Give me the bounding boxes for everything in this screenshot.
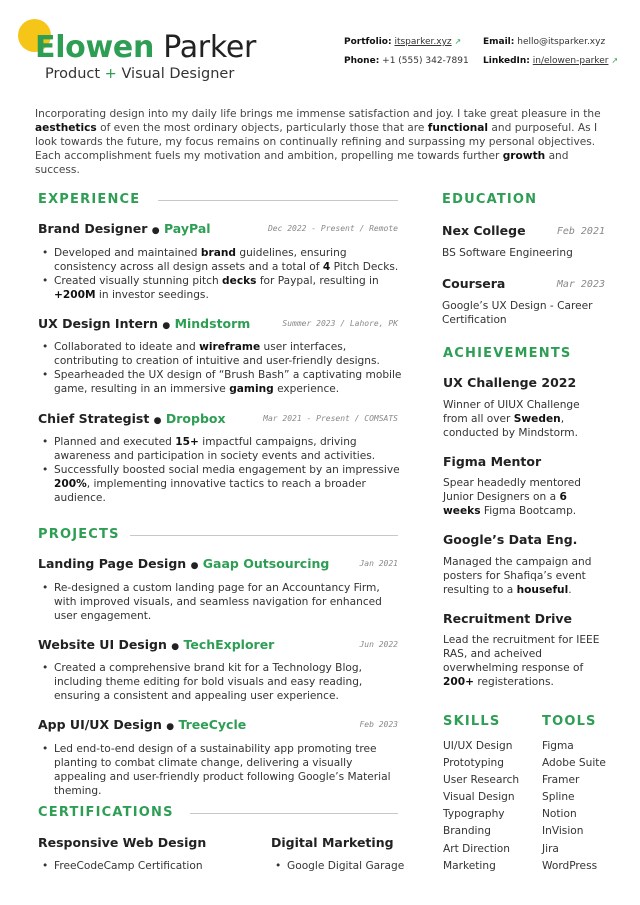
achievement-desc: Lead the recruitment for IEEE RAS, and acheived overwhelming response of 200+ registerations. (443, 634, 600, 688)
list-item: • Developed and maintained brand guidelines, ensuring consistency across all design assets and a total of 4 Pitch Decks. (54, 246, 404, 274)
contact-email (483, 37, 605, 47)
list-item: Art Direction (443, 842, 510, 855)
list-item: • Re-designed a custom landing page for an Accountancy Firm, with improved visuals, and seamless navigation for enhanced user engagement. (54, 581, 404, 623)
role-part-a: Product (45, 66, 101, 82)
list-item: InVision (542, 825, 584, 838)
list-item: • Led end-to-end design of a sustainability app promoting tree planting to combat climate change, delivering a visually appealing and user-friendly product following Google’s Material theming. (54, 742, 404, 798)
project-bullets (54, 581, 404, 623)
list-item: UI/UX Design (443, 740, 513, 752)
list-item: Marketing (443, 859, 496, 872)
section-divider (158, 200, 398, 201)
edu-school: Coursera (442, 276, 506, 291)
education-heading: EDUCATION (442, 192, 538, 207)
contact-linkedin (483, 56, 618, 66)
certifications-heading: CERTIFICATIONS (38, 805, 174, 820)
list-item: Framer (542, 774, 580, 787)
external-link-icon: ↗ (454, 37, 462, 46)
linkedin-link[interactable]: in/elowen-parker (532, 56, 609, 66)
edu-date: Feb 2021 (556, 226, 605, 237)
email-value[interactable]: hello@itsparker.xyz (517, 37, 606, 47)
list-item: Jira (542, 842, 559, 855)
skills-list (443, 738, 519, 875)
list-item: • Planned and executed 15+ impactful campaigns, driving awareness and participation in society events and activities. (54, 435, 404, 463)
tools-heading: TOOLS (542, 714, 597, 729)
list-item: Spline (542, 791, 575, 804)
project-entry-header: App UI/UX Design ● TreeCycle Feb 2023 (38, 717, 398, 732)
contact-portfolio (344, 37, 461, 47)
experience-bullets (54, 435, 404, 505)
list-item: Branding (443, 825, 491, 838)
edu-date: Mar 2023 (556, 279, 605, 290)
list-item: User Research (443, 774, 520, 787)
project-bullets (54, 742, 404, 798)
project-entry-header: Landing Page Design ● Gaap Outsourcing Jan 2021 (38, 556, 398, 571)
edu-school: Nex College (442, 223, 526, 238)
experience-heading: EXPERIENCE (38, 192, 141, 207)
portfolio-label: Portfolio: (344, 37, 392, 47)
edu-degree: Google’s UX Design - Career Certification (442, 300, 593, 326)
portfolio-link[interactable]: itsparker.xyz (394, 37, 452, 47)
entry-date: Jan 2021 (359, 559, 398, 568)
achievement-title: UX Challenge 2022 (443, 375, 577, 390)
email-label: Email: (483, 37, 515, 47)
achievements-heading: ACHIEVEMENTS (443, 346, 572, 361)
entry-date: Mar 2021 - Present / COMSATS (263, 414, 398, 423)
experience-bullets (54, 246, 404, 302)
list-item: Visual Design (443, 791, 515, 804)
contact-phone (344, 56, 469, 66)
entry-date: Feb 2023 (359, 720, 398, 729)
edu-degree: BS Software Engineering (442, 247, 573, 259)
achievement-title: Recruitment Drive (443, 611, 573, 626)
list-item: • Successfully boosted social media engagement by an impressive 200%, implementing innovative tactics to reach a broader audience. (54, 463, 404, 505)
first-name: Elowen (35, 30, 155, 65)
skills-heading: SKILLS (443, 714, 501, 729)
entry-date: Summer 2023 / Lahore, PK (282, 319, 398, 328)
experience-bullets (54, 340, 404, 396)
full-name (35, 30, 256, 66)
role-part-b: Visual Designer (121, 66, 235, 82)
cert-title: Responsive Web Design (38, 835, 207, 850)
cert-title: Digital Marketing (271, 835, 394, 850)
experience-entry-header: Chief Strategist ● Dropbox Mar 2021 - Present / COMSATS (38, 411, 398, 426)
cert-item: • Google Digital Garage (287, 860, 404, 872)
role-plus: + (104, 66, 117, 82)
achievement-title: Figma Mentor (443, 454, 542, 469)
entry-date: Jun 2022 (359, 640, 398, 649)
project-bullets (54, 661, 404, 703)
last-name: Parker (163, 30, 257, 65)
list-item: • Collaborated to ideate and wireframe user interfaces, contributing to creation of intuitive and user-friendly designs. (54, 340, 404, 368)
achievement-title: Google’s Data Eng. (443, 532, 578, 547)
list-item: WordPress (542, 859, 598, 872)
linkedin-label: LinkedIn: (483, 56, 530, 66)
project-entry-header: Website UI Design ● TechExplorer Jun 2022 (38, 637, 398, 652)
summary-paragraph: Incorporating design into my daily life brings me immense satisfaction and joy. I take great pleasure in the aesthetics of even the most ordinary objects, particularly those that are functional and purposeful. As I look towards the future, my focus remains on continually refining and surpassing my personal objectives. Each accomplishment fuels my motivation and ambition, propelling me towards further growth and success. (35, 108, 601, 176)
projects-heading: PROJECTS (38, 527, 120, 542)
achievement-desc: Spear headedly mentored Junior Designers on a 6 weeks Figma Bootcamp. (443, 477, 582, 517)
section-divider (190, 813, 398, 814)
section-divider (130, 535, 398, 536)
experience-entry-header: UX Design Intern ● Mindstorm Summer 2023 / Lahore, PK (38, 316, 398, 331)
list-item: Typography (443, 808, 505, 821)
tools-list (542, 738, 606, 875)
cert-item: • FreeCodeCamp Certification (54, 860, 203, 872)
experience-entry-header: Brand Designer ● PayPal Dec 2022 - Present / Remote (38, 221, 398, 236)
phone-label: Phone: (344, 56, 380, 66)
external-link-icon: ↗ (611, 56, 619, 65)
entry-date: Dec 2022 - Present / Remote (267, 224, 398, 233)
achievement-desc: Managed the campaign and posters for Shafiqa’s event resulting to a houseful. (443, 556, 592, 596)
list-item: Prototyping (443, 757, 504, 770)
job-title (45, 66, 234, 82)
list-item: • Spearheaded the UX design of “Brush Bash” a captivating mobile game, resulting in an immersive gaming experience. (54, 368, 404, 396)
list-item: Figma (542, 740, 574, 752)
list-item: • Created a comprehensive brand kit for a Technology Blog, including theme editing for bold visuals and easy reading, ensuring a consistent and appealing user experience. (54, 661, 404, 703)
list-item: • Created visually stunning pitch decks for Paypal, resulting in +200M in investor seedings. (54, 274, 404, 302)
list-item: Notion (542, 808, 577, 821)
list-item: Adobe Suite (542, 757, 606, 770)
achievement-desc: Winner of UIUX Challenge from all over Sweden, conducted by Mindstorm. (443, 399, 580, 439)
phone-value: +1 (555) 342-7891 (382, 56, 469, 66)
